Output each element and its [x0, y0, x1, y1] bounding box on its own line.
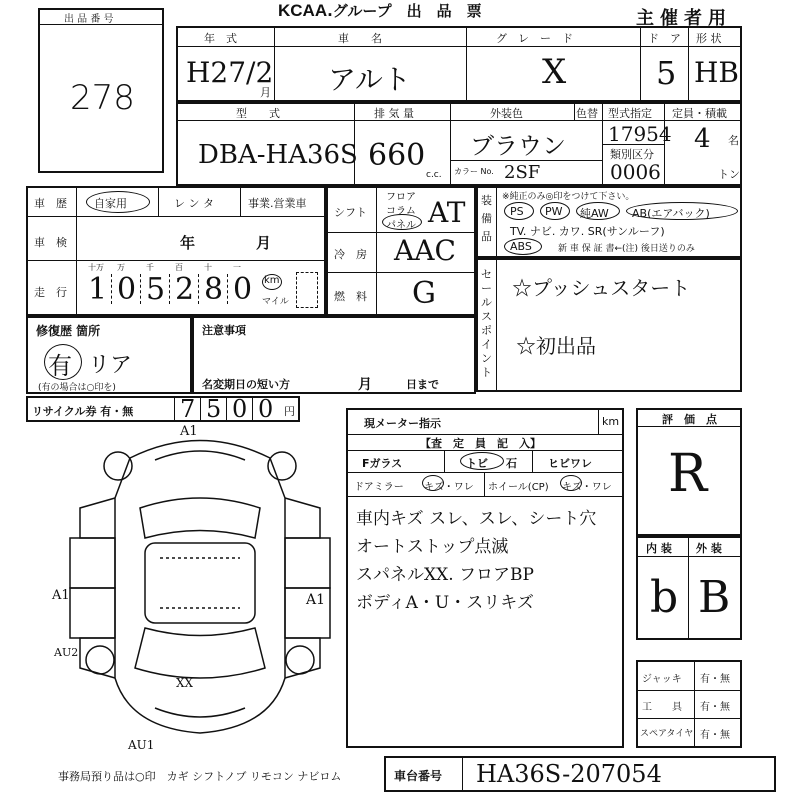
inspector-line-1: 車内キズ スレ、スレ、シート穴 — [356, 509, 597, 529]
equip-row2: TV. ナビ. カワ. SR(サンルーフ) — [510, 225, 665, 238]
equip-ps: PS — [510, 205, 524, 218]
notes-box — [192, 316, 476, 394]
meter-label: 現メーター指示 — [364, 417, 441, 430]
mileage-digit-label: 百 — [175, 263, 183, 272]
mile-unit: マイル — [262, 297, 289, 307]
spare-label: スペアタイヤ — [640, 729, 694, 739]
notes-label: 注意事項 — [202, 324, 246, 337]
lot-number-label: 出 品 番 号 — [64, 14, 114, 25]
footer-note: 事務局預り品は○印 カギ シフトノブ リモコン ナビロム — [58, 770, 342, 783]
recycle-divider — [200, 398, 201, 420]
equip-ab: AB(エアバック) — [632, 207, 710, 220]
name-change-day: 日まで — [406, 378, 439, 391]
mileage-digit-label: 千 — [146, 263, 154, 272]
warranty-note: 新 車 保 証 書←(注) 後日送りのみ — [558, 244, 695, 254]
interior-exterior-box — [636, 536, 742, 640]
class-label: 類別区分 — [610, 148, 654, 161]
door-value: 5 — [656, 54, 677, 92]
ac-label: 冷 房 — [334, 248, 367, 261]
shift-value: AT — [428, 196, 466, 229]
chassis-label: 車台番号 — [394, 769, 443, 783]
mileage-digit: 1 — [88, 272, 108, 307]
row2-box — [176, 102, 742, 186]
glass-label: Fガラス — [362, 457, 403, 470]
grade-value: X — [542, 52, 567, 92]
name-change-label: 名変期日の短い方 — [202, 378, 290, 391]
history-label: 車 歴 — [34, 197, 67, 210]
inspection-year: 年 — [180, 234, 196, 252]
equipment-note: ※純正のみ◎印をつけて下さい。 — [502, 192, 635, 202]
sales-point-2: ☆初出品 — [516, 334, 596, 358]
equip-aw: 純AW — [580, 207, 609, 220]
history-box — [26, 186, 326, 316]
door-mirror-label: ドアミラー — [354, 482, 404, 493]
chassis-value: HA36S-207054 — [476, 760, 662, 788]
repair-yes: 有 — [48, 352, 72, 380]
name-change-month: 月 — [358, 377, 372, 393]
jack-yes-no: 有・無 — [700, 674, 730, 685]
mileage-digit-label: 十万 — [88, 263, 104, 272]
mileage-digit: 2 — [175, 272, 195, 307]
door-label: ド ア — [648, 32, 681, 45]
model-value: DBA-HA36S — [198, 140, 358, 170]
rental: レ ン タ — [174, 197, 214, 210]
damage-mark-left: A1 — [52, 588, 70, 603]
score-box — [636, 408, 742, 536]
jack-label: ジャッキ — [642, 674, 682, 685]
recycle-divider — [252, 398, 253, 420]
ac-value: AAC — [394, 234, 456, 267]
recycle-divider — [226, 398, 227, 420]
recycle-digit: 7 — [180, 395, 196, 423]
inspector-line-4: ボディA・U・スリキズ — [356, 593, 534, 613]
exterior-color-label: 外装色 — [490, 107, 523, 120]
car-name-value: アルト — [328, 63, 411, 96]
mileage-digit: 8 — [204, 272, 224, 307]
displacement-label: 排 気 量 — [374, 107, 414, 120]
recycle-digit: 0 — [232, 395, 248, 423]
form-title — [278, 0, 482, 21]
year-value: H27/2 — [186, 56, 274, 89]
mileage-digit-label: 一 — [233, 263, 241, 272]
mileage-divider — [198, 274, 199, 304]
sales-point-1: ☆プッシュスタート — [512, 276, 691, 300]
mileage-divider — [111, 274, 112, 304]
shape-label: 形 状 — [696, 32, 722, 45]
fuel-value: G — [412, 276, 436, 311]
shift-panel: パネル — [386, 220, 416, 231]
equip-pw: PW — [545, 205, 563, 218]
load-unit: トン — [718, 168, 740, 181]
inspection-label: 車 検 — [34, 236, 67, 249]
capacity-value: 4 — [694, 124, 711, 154]
interior-value: b — [650, 572, 679, 623]
color-number-value: 2SF — [504, 162, 541, 183]
lot-number-value: 278 — [70, 78, 135, 118]
door-mirror-damage: キズ・ワレ — [424, 482, 474, 493]
recycle-digit: 0 — [258, 395, 274, 423]
mileage-extra-cell — [296, 272, 318, 308]
mech-box — [326, 186, 476, 316]
color-change-label: 色替 — [576, 107, 598, 120]
type-designation-value: 17954 — [608, 122, 672, 146]
lot-number-box — [38, 8, 164, 173]
car-name-label: 車 名 — [338, 32, 382, 45]
wheel-damage: キズ・ワレ — [562, 482, 612, 493]
grade-label: グ レ ー ド — [496, 32, 573, 45]
spare-yes-no: 有・無 — [700, 730, 730, 741]
chassis-box — [384, 756, 776, 792]
sales-points-label: セールスポイント — [481, 268, 492, 379]
displacement-unit: c.c. — [426, 170, 442, 180]
own-use: 自家用 — [94, 197, 127, 210]
glass-tobi: トビ — [466, 457, 488, 470]
shift-column: コラム — [386, 206, 416, 217]
glass-crack: ヒビワレ — [548, 457, 592, 470]
damage-mark-front: A1 — [180, 424, 198, 439]
form-title-text: .グループ 出 品 票 — [327, 2, 482, 20]
tool-label: 工 具 — [642, 702, 682, 713]
inspector-line-2: オートストップ点滅 — [356, 537, 509, 557]
repair-detail: リア — [88, 353, 133, 378]
mileage-digit: 5 — [146, 272, 166, 307]
mileage-divider — [140, 274, 141, 304]
damage-mark-trunk: XX — [176, 676, 194, 690]
wheel-label: ホイール(CP) — [488, 482, 549, 493]
mileage-divider — [227, 274, 228, 304]
repair-label: 修復歴 箇所 — [36, 324, 101, 338]
exterior-value: B — [698, 572, 731, 623]
equipment-label: 装 備 品 — [481, 194, 492, 243]
month-unit: 月 — [260, 86, 271, 99]
displacement-value: 660 — [368, 138, 426, 173]
mileage-divider — [169, 274, 170, 304]
recycle-box — [26, 396, 300, 422]
inspector-line-3: スパネルXX. フロアBP — [356, 565, 534, 585]
sales-points-box — [476, 258, 742, 392]
mileage-label: 走 行 — [34, 286, 67, 299]
mileage-digit: 0 — [117, 272, 137, 307]
class-value: 0006 — [610, 160, 661, 184]
capacity-label: 定員・積載 — [672, 107, 727, 120]
meter-unit: km — [602, 415, 620, 428]
km-unit: km — [264, 275, 280, 286]
interior-label: 内 装 — [646, 542, 672, 555]
recycle-yen: 円 — [284, 405, 295, 418]
brand-logo: KCAA — [278, 1, 328, 20]
inspection-month: 月 — [256, 234, 272, 252]
shift-floor: フロア — [386, 192, 416, 203]
exterior-label: 外 装 — [696, 542, 722, 555]
repair-box — [26, 316, 192, 394]
model-label: 型 式 — [236, 107, 280, 120]
score-value: R — [668, 444, 708, 504]
exterior-color-value: ブラウン — [470, 132, 566, 160]
damage-mark-rear-left: AU2 — [54, 646, 79, 659]
recycle-label: リサイクル券 有・無 — [32, 405, 134, 418]
row1-box — [176, 26, 742, 102]
glass-ishi: 石 — [506, 457, 517, 470]
type-designation-label: 型式指定 — [608, 107, 652, 120]
year-label: 年 式 — [204, 32, 237, 45]
equipment-box — [476, 186, 742, 258]
color-number-label: カラー No. — [454, 167, 494, 176]
car-diagram — [60, 428, 340, 748]
mileage-digit-label: 万 — [117, 263, 125, 272]
shape-value: HB — [694, 56, 739, 89]
capacity-unit: 名 — [728, 134, 739, 147]
business-use: 事業.営業車 — [248, 197, 307, 210]
shift-label: シフト — [334, 206, 367, 219]
repair-note: (有の場合は○印を) — [38, 383, 116, 393]
tools-box — [636, 660, 742, 748]
organizer-label: 主催者用 — [636, 8, 732, 29]
score-label: 評 価 点 — [662, 413, 717, 426]
mileage-digit-label: 十 — [204, 263, 212, 272]
recycle-digit: 5 — [206, 395, 222, 423]
inspector-header: 【査 定 員 記 入】 — [420, 437, 541, 450]
fuel-label: 燃 料 — [334, 290, 367, 303]
recycle-divider — [174, 398, 175, 420]
mileage-digit: 0 — [233, 272, 253, 307]
damage-mark-rear: AU1 — [128, 738, 155, 752]
equip-abs: ABS — [510, 240, 532, 253]
inspector-box — [346, 408, 624, 748]
tool-yes-no: 有・無 — [700, 702, 730, 713]
damage-mark-right: A1 — [306, 592, 326, 608]
